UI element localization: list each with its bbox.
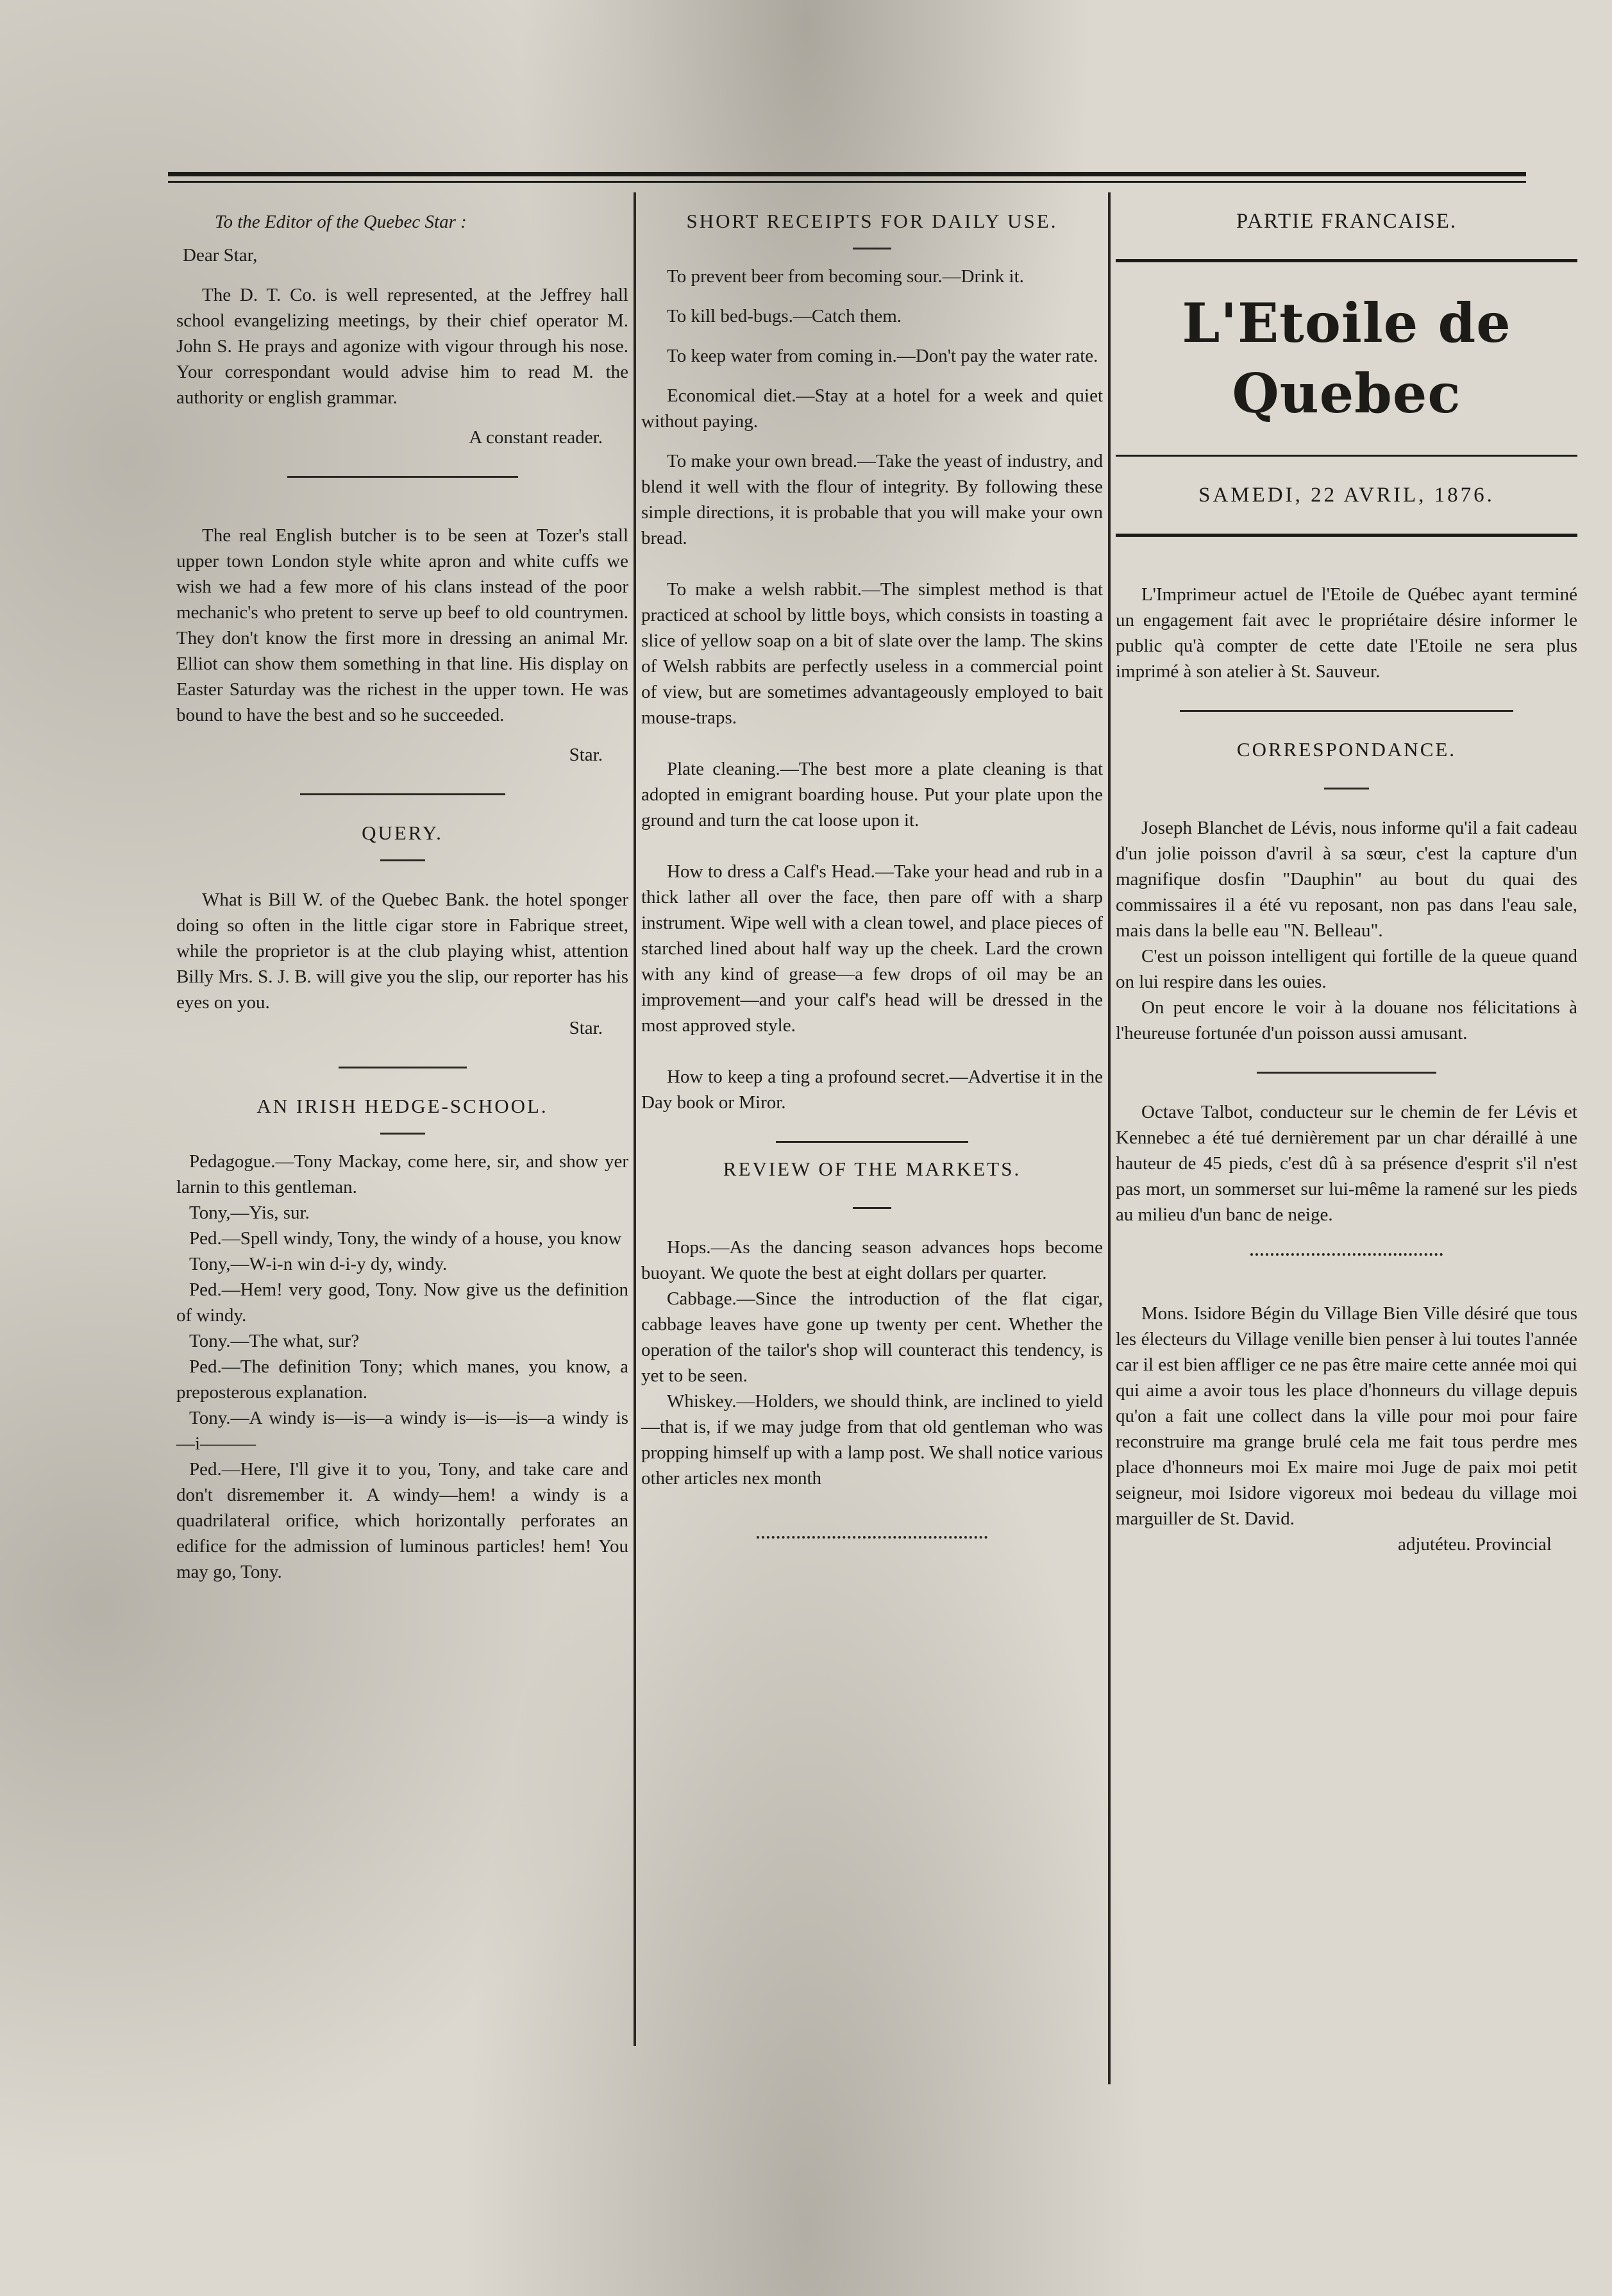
letter-salutation: Dear Star, [183, 245, 258, 266]
column-divider-right [1108, 192, 1111, 2084]
hedge-school-dialogue [176, 1149, 628, 1585]
column-divider-left [634, 192, 636, 2046]
receipt-item: How to dress a Calf's Head.—Take your head and rub in a thick lather all over the face, then pare off with a sharp instrument. Wipe well with a clean towel, and place pieces of starched lined about half way up the cheek. Lard the crown with any kind of grease—a few drops of oil may be an improvement—and your calf's head will be dressed in the most approved style. [641, 861, 1103, 1036]
markets-heading: REVIEW OF THE MARKETS. [723, 1158, 1021, 1180]
receipt-item: How to keep a ting a profound secret.—Advertise it in the Day book or Miror. [641, 1067, 1103, 1113]
dialogue-line: Tony.—A windy is—is—a windy is—is—is—a windy is—i——— [176, 1408, 628, 1454]
dialogue-line: Ped.—Spell windy, Tony, the windy of a house, you know [189, 1228, 622, 1249]
query-heading: QUERY. [362, 822, 443, 844]
dialogue-line: Ped.—Hem! very good, Tony. Now give us the definition of windy. [176, 1279, 628, 1326]
market-item: Whiskey.—Holders, we should think, are inclined to yield—that is, if we may judge from that old gentleman who was propping himself up with a lamp post. We shall notice various other articles nex month [641, 1391, 1103, 1489]
market-item: Cabbage.—Since the introduction of the flat cigar, cabbage leaves have gone up twenty per cent. Whether the operation of the tailor's shop will counteract this tendency, is yet to be seen. [641, 1288, 1103, 1386]
query-signature: Star. [569, 1018, 603, 1038]
top-rule-thin [168, 181, 1526, 183]
letter-body: The D. T. Co. is well represented, at the Jeffrey hall school evangelizing meetings, by their chief operator M. John S. He prays and agonize with vigour through his nose. Your correspondant would advise him to read M. the authority or english grammar. [176, 285, 628, 408]
receipt-item: To keep water from coming in.—Don't pay the water rate. [667, 346, 1098, 366]
receipt-item: To make a welsh rabbit.—The simplest method is that practiced at school by little boys, which consists in toasting a slice of yellow soap on a bit of slate over the lamp. The skins of Welsh rabbits are perfectly useless in a commercial point of view, but are sometimes advantageously employed to bait mouse-traps. [641, 579, 1103, 728]
french-section-heading: PARTIE FRANCAISE. [1236, 210, 1457, 233]
correspondance-heading: CORRESPONDANCE. [1236, 738, 1457, 761]
dialogue-line: Pedagogue.—Tony Mackay, come here, sir, and show yer larnin to this gentleman. [176, 1151, 628, 1197]
correspondance-para: Joseph Blanchet de Lévis, nous informe qu'il a fait cadeau d'un jolie poisson d'avril à sa sœur, c'est la capture d'un magnifique dosfin "Dauphin" au bout du quai des commissaires il a été vu reposant, non pas dans l'eau sale, mais dans la belle eau "N. Belleau". [1116, 818, 1577, 941]
dialogue-line: Tony,—W-i-n win d-i-y dy, windy. [189, 1254, 448, 1274]
receipt-item: Plate cleaning.—The best more a plate cleaning is that adopted in emigrant boarding house. Put your plate upon the ground and turn the cat loose upon it. [641, 759, 1103, 831]
dialogue-line: Tony.—The what, sur? [189, 1331, 360, 1351]
butcher-article: The real English butcher is to be seen at Tozer's stall upper town London style white apron and white cuffs we wish we had a few more of his clans instead of the poor mechanic's who pretent to serve up beef to old countrymen. They don't know the first more in dressing an animal Mr. Elliot can show them something in that line. His display on Easter Saturday was the richest in the upper town. He was bound to have the best and so he succeeded. [176, 525, 628, 725]
masthead-title: L'Etoile de Quebec [1182, 291, 1511, 425]
column-1 [176, 209, 628, 1585]
correspondance-para: On peut encore le voir à la douane nos félicitations à l'heureuse fortunée d'un poisson aussi amusant. [1116, 997, 1577, 1043]
printer-notice: L'Imprimeur actuel de l'Etoile de Québec ayant terminé un engagement fait avec le propriétaire désire informer le public qu'à compter de cette date l'Etoile ne sera plus imprimé à son atelier à St. Sauveur. [1116, 584, 1577, 682]
separator-rule [757, 1536, 987, 1539]
dialogue-line: Ped.—The definition Tony; which manes, you know, a preposterous explanation. [176, 1356, 628, 1403]
column-3 [1116, 209, 1577, 1557]
receipt-item: To kill bed-bugs.—Catch them. [667, 306, 902, 326]
query-article: What is Bill W. of the Quebec Bank. the hotel sponger doing so often in the little cigar store in Fabrique street, while the proprietor is at the club playing whist, attention Billy Mrs. S. J. B. will give you the slip, our reporter has his eyes on you. [176, 890, 628, 1013]
dialogue-line: Ped.—Here, I'll give it to you, Tony, and take care and don't disremember it. A windy—hem! a windy is a quadrilateral orifice, which horizontally perforates an edifice for the admission of luminous particles! hem! You may go, Tony. [176, 1459, 628, 1582]
receipt-item: Economical diet.—Stay at a hotel for a week and quiet without paying. [641, 385, 1103, 432]
talbot-article: Octave Talbot, conducteur sur le chemin de fer Lévis et Kennebec a été tué dernièrement par un char déraillé à une hauteur de 45 pieds, c'est dû à sa présence d'esprit s'il n'est pas mort, un sommerset sur lui-même la ramené sur les pieds au milieu d'un banc de neige. [1116, 1102, 1577, 1225]
correspondance-para: C'est un poisson intelligent qui fortille de la queue quand on lui respire dans les ouies. [1116, 946, 1577, 992]
letter-heading: To the Editor of the Quebec Star : [215, 212, 467, 232]
begin-signature: adjutéteu. Provincial [1398, 1534, 1552, 1555]
receipts-heading: SHORT RECEIPTS FOR DAILY USE. [686, 210, 1058, 232]
column-2 [641, 209, 1103, 1539]
hedge-school-heading: AN IRISH HEDGE-SCHOOL. [256, 1095, 548, 1117]
butcher-signature: Star. [569, 745, 603, 765]
receipt-item: To prevent beer from becoming sour.—Drink it. [667, 266, 1024, 287]
letter-signature: A constant reader. [469, 427, 603, 448]
market-item: Hops.—As the dancing season advances hops become buoyant. We quote the best at eight dollars per quarter. [641, 1237, 1103, 1283]
top-rule [168, 172, 1526, 176]
dateline: SAMEDI, 22 AVRIL, 1876. [1198, 484, 1495, 507]
begin-article: Mons. Isidore Bégin du Village Bien Ville désiré que tous les électeurs du Village venille bien penser à lui toutes l'année car il est bien affliger ce ne pas être maire cette année moi qui qui aime a avoir tous les place d'honneurs du village depuis qu'on a fait une collect dans la ville pour moi pour faire reconstruire ma grange brulé cela me fait tous perdre mes place d'honneurs moi Ex maire moi Juge de paix moi petit seigneur, moi Isidore vigoreux moi bedeau du village moi marguiller de St. David. [1116, 1303, 1577, 1529]
dialogue-line: Tony,—Yis, sur. [189, 1203, 310, 1223]
receipt-item: To make your own bread.—Take the yeast of industry, and blend it well with the flour of integrity. By following these simple directions, it is probable that you will make your own bread. [641, 451, 1103, 548]
